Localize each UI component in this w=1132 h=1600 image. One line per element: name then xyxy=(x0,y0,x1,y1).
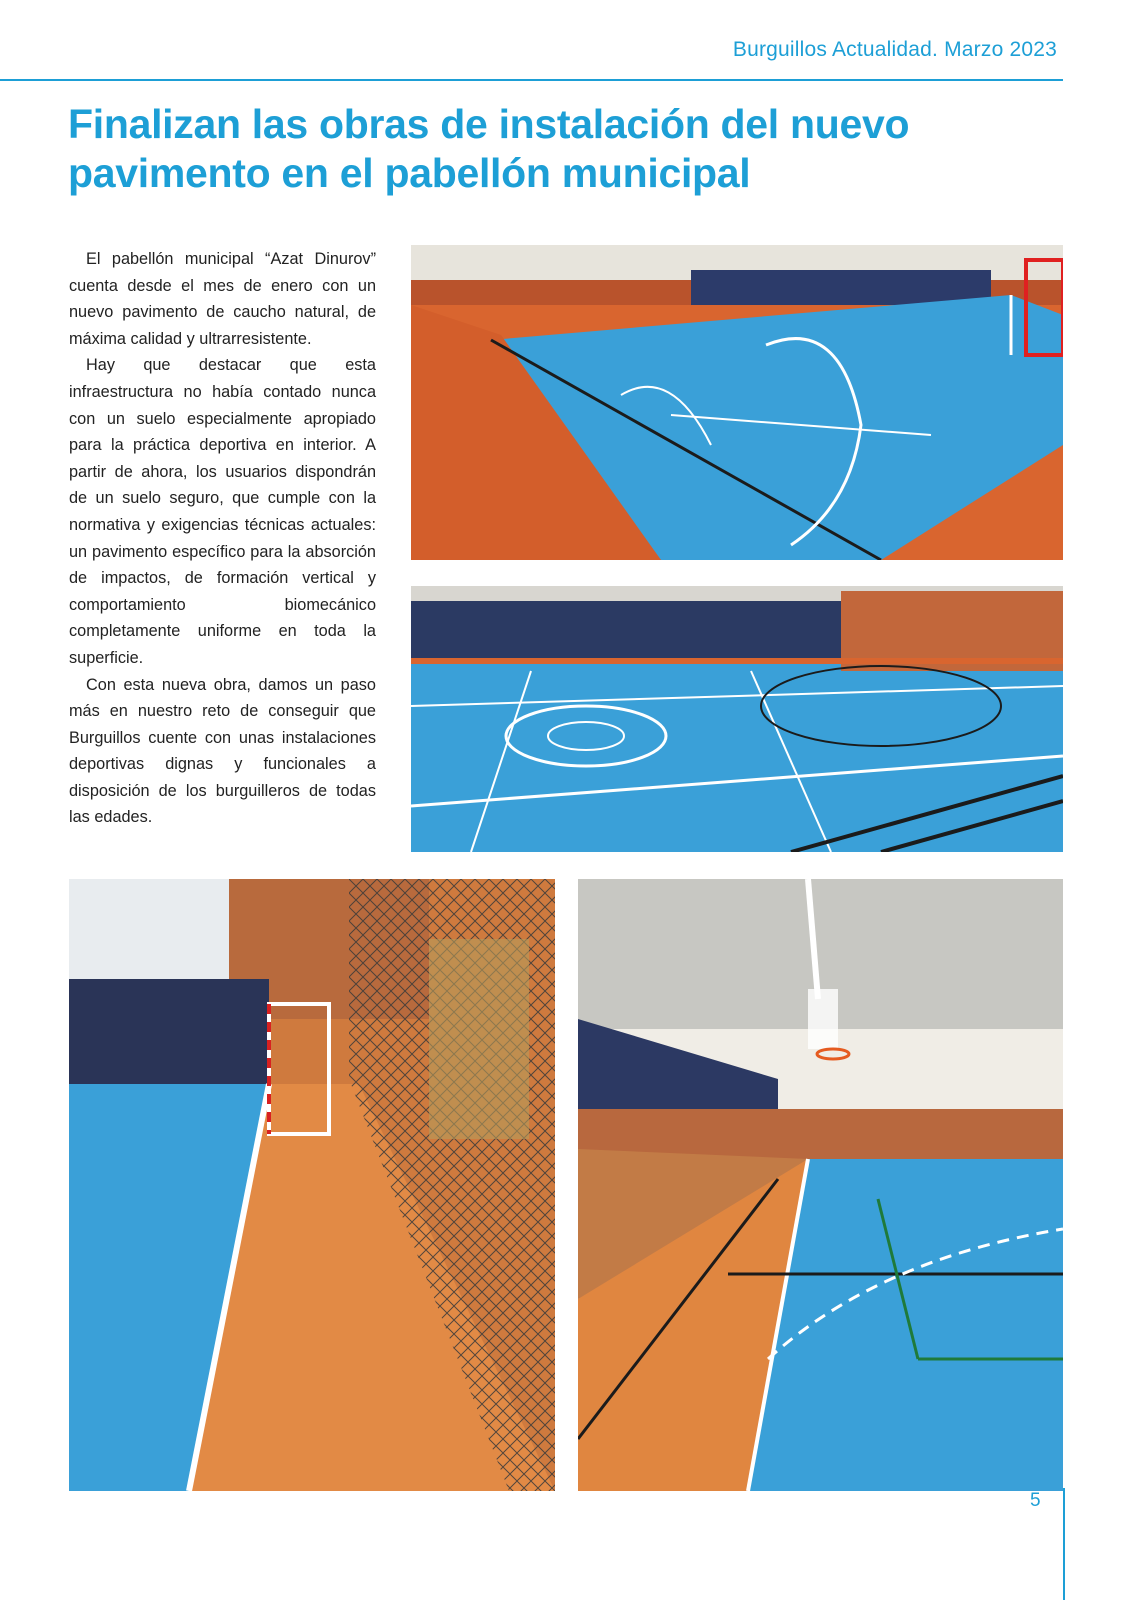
article-paragraph-2: Hay que destacar que esta infraestructura no había contado nunca con un suelo especialmente apropiado para la práctica deportiva en interior. A partir de ahora, los usuarios dispondrán de un suelo seguro, que cumple con la normativa y exigencias técnicas actuales: un pavimento específico para la absorción de impactos, de formación vertical y comportamiento biomecánico completamente uniforme en toda la superficie. xyxy=(69,356,376,667)
photo-court-overview xyxy=(411,245,1063,560)
article-paragraph-3: Con esta nueva obra, damos un paso más en nuestro reto de conseguir que Burguillos cuente con unas instalaciones deportivas dignas y funcionales a disposición de los burguilleros de todas las edades. xyxy=(69,675,376,827)
publication-header: Burguillos Actualidad. Marzo 2023 xyxy=(732,38,1057,61)
article-body xyxy=(69,246,376,831)
footer-divider xyxy=(1063,1488,1065,1600)
header-divider xyxy=(0,79,1063,81)
photo-hall-basket xyxy=(578,879,1063,1491)
article-title-line-1: Finalizan las obras de instalación del nuevo xyxy=(68,101,910,147)
article-title xyxy=(68,100,1068,198)
article-title-line-2: pavimento en el pabellón municipal xyxy=(68,150,751,196)
article-paragraph-1: El pabellón municipal “Azat Dinurov” cuenta desde el mes de enero con un nuevo pavimento de caucho natural, de máxima calidad y ultrarresistente. xyxy=(69,250,376,348)
photo-goal-net xyxy=(69,879,555,1491)
page-number: 5 xyxy=(1030,1490,1041,1511)
photo-court-lines xyxy=(411,586,1063,852)
